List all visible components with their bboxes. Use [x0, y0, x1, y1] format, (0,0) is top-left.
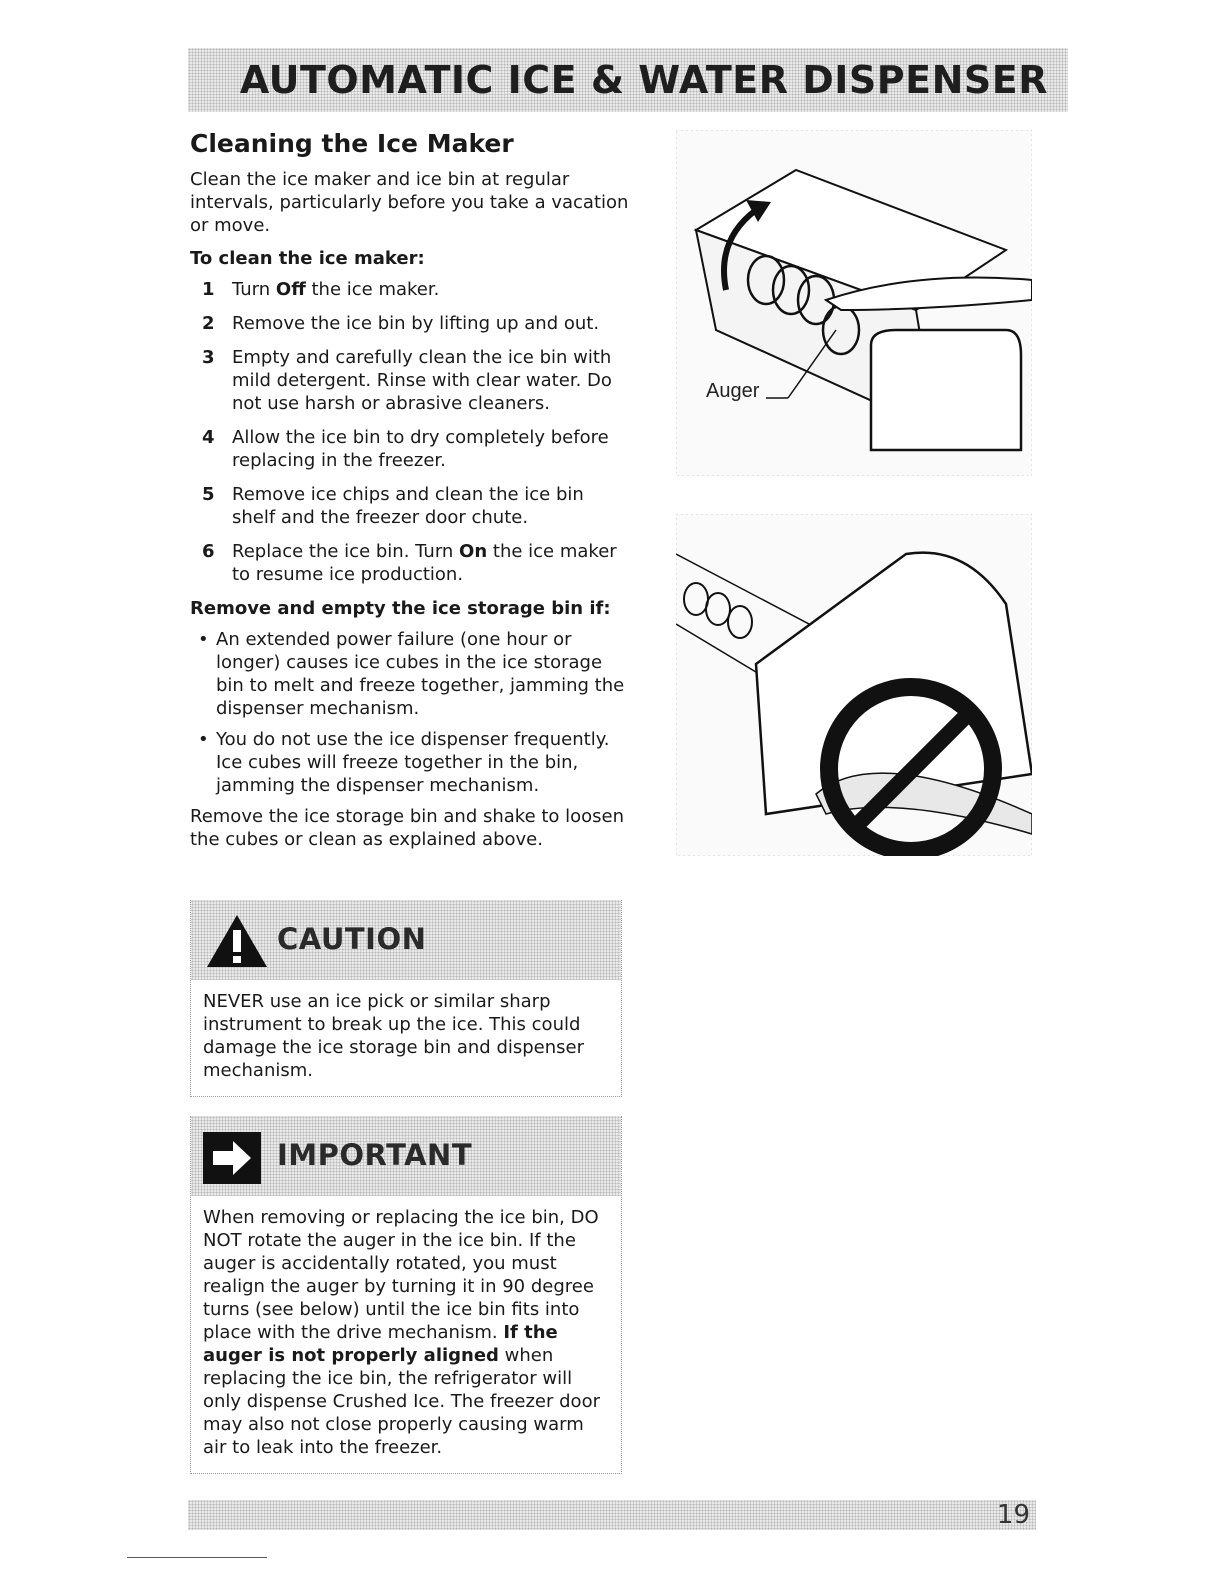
step-number: 4 [202, 427, 215, 448]
warning-triangle-icon [205, 912, 269, 970]
bullet-text: An extended power failure (one hour or longer) causes ice cubes in the ice storage bin to melt and freeze together, jamming the dispenser mechanism. [216, 629, 625, 719]
important-text-start: When removing or replacing the ice bin, DO NOT rotate the auger in the ice bin. If the auger is accidentally rotated, you must realign the auger by turning it in 90 degree turns (see below) until the ice bin fits into place with the drive mechanism. [203, 1207, 599, 1343]
left-column [190, 128, 630, 851]
step-item [190, 426, 630, 472]
step-number: 3 [202, 347, 215, 368]
important-text-end: when replacing the ice bin, the refrigerator will only dispense Crushed Ice. The freezer door may also not close properly causing warm air to leak into the freezer. [203, 1345, 600, 1458]
step-text: Turn [232, 279, 276, 300]
page-number: 19 [996, 1500, 1030, 1530]
ice-bin-prohibited-drawing [676, 514, 1032, 856]
step-emphasis: On [459, 541, 488, 562]
bullet-text: You do not use the ice dispenser frequently. Ice cubes will freeze together in the bin, jamming the dispenser mechanism. [216, 729, 610, 796]
header-band [188, 48, 1068, 112]
step-text: Empty and carefully clean the ice bin with mild detergent. Rinse with clear water. Do not use harsh or abrasive cleaners. [232, 347, 612, 414]
bullet-item [190, 628, 630, 720]
step-item [190, 312, 630, 335]
no-hand-illustration [676, 514, 1032, 856]
step-number: 6 [202, 541, 215, 562]
footer-rule [127, 1557, 267, 1558]
important-emphasis: If the auger is not properly aligned [203, 1322, 558, 1366]
important-bar [191, 1116, 621, 1196]
step-text: Allow the ice bin to dry completely before replacing in the freezer. [232, 427, 609, 471]
bullet-list [190, 628, 630, 797]
step-number: 5 [202, 484, 215, 505]
intro-paragraph: Clean the ice maker and ice bin at regular intervals, particularly before you take a vacation or move. [190, 169, 629, 236]
step-text: Remove the ice bin by lifting up and out. [232, 313, 600, 334]
ice-bin-drawing [676, 130, 1032, 476]
ice-bin-auger-illustration [676, 130, 1032, 476]
closing-paragraph: Remove the ice storage bin and shake to loosen the cubes or clean as explained above. [190, 806, 625, 850]
caution-bar [191, 900, 621, 980]
page-number-band [188, 1500, 1036, 1530]
arrow-right-icon [203, 1132, 261, 1184]
auger-label: Auger [706, 380, 760, 402]
step-item [190, 483, 630, 529]
step-item [190, 278, 630, 301]
step-item [190, 346, 630, 415]
caution-text: NEVER use an ice pick or similar sharp instrument to break up the ice. This could damage the ice storage bin and dispenser mechanism. [191, 980, 621, 1096]
remove-heading: Remove and empty the ice storage bin if: [190, 598, 611, 619]
caution-label: CAUTION [277, 922, 427, 956]
step-number: 1 [202, 279, 215, 300]
step-text-end: the ice maker to resume ice production. [232, 541, 617, 585]
section-title: Cleaning the Ice Maker [190, 129, 514, 158]
bullet-dot-icon: • [198, 729, 209, 750]
step-text: Remove ice chips and clean the ice bin shelf and the freezer door chute. [232, 484, 584, 528]
bullet-item [190, 728, 630, 797]
important-box [190, 1116, 622, 1474]
step-emphasis: Off [275, 279, 306, 300]
step-item [190, 540, 630, 586]
bullet-dot-icon: • [198, 629, 209, 650]
step-text-end: the ice maker. [305, 279, 440, 300]
steps-list [190, 278, 630, 586]
important-label: IMPORTANT [277, 1138, 473, 1172]
caution-box [190, 900, 622, 1097]
steps-heading: To clean the ice maker: [190, 248, 425, 269]
step-text: Replace the ice bin. Turn [232, 541, 460, 562]
important-text [191, 1196, 621, 1473]
page-header-title: AUTOMATIC ICE & WATER DISPENSER [239, 58, 1048, 102]
step-number: 2 [202, 313, 215, 334]
